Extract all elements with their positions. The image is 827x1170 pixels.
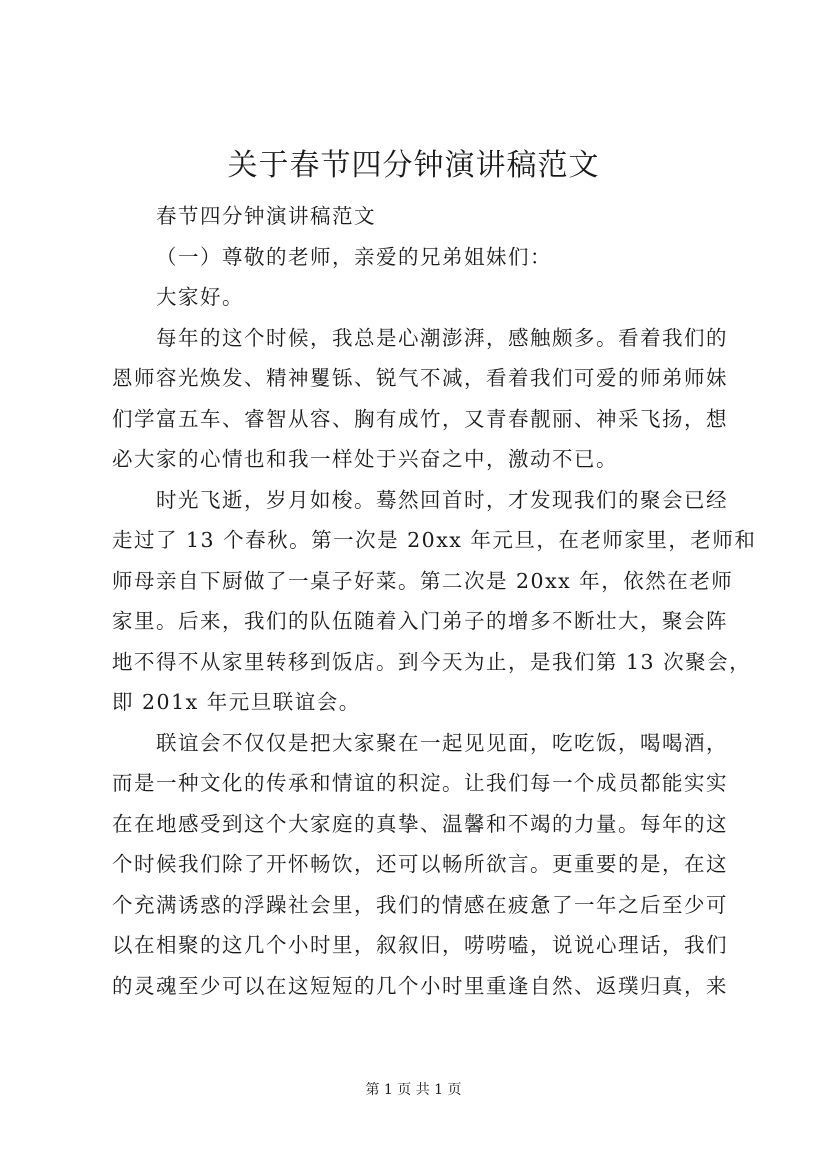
text-line: 大家好。	[156, 285, 244, 309]
text-line: 走过了 13 个春秋。第一次是 20xx 年元旦，在老师家里，老师和	[112, 528, 757, 552]
document-title: 关于春节四分钟演讲稿范文	[227, 148, 600, 183]
text-line: 个充满诱惑的浮躁社会里，我们的情感在疲惫了一年之后至少可	[112, 892, 728, 917]
text-line: 在在地感受到这个大家庭的真挚、温馨和不竭的力量。每年的这	[112, 811, 728, 836]
text-line: 家里。后来，我们的队伍随着入门弟子的增多不断壮大，聚会阵	[112, 609, 728, 633]
text-line: 以在相聚的这几个小时里，叙叙旧，唠唠嗑，说说心理话，我们	[112, 933, 728, 957]
text-line: （一）尊敬的老师，亲爱的兄弟姐妹们：	[156, 244, 552, 269]
text-line: 个时候我们除了开怀畅饮，还可以畅所欲言。更重要的是，在这	[112, 852, 728, 876]
text-line: 的灵魂至少可以在这短短的几个小时里重逢自然、返璞归真，来	[112, 973, 728, 998]
text-line: 而是一种文化的传承和情谊的积淀。让我们每一个成员都能实实	[112, 771, 728, 795]
document-body	[112, 196, 757, 1006]
text-line: 地不得不从家里转移到饭店。到今天为止，是我们第 13 次聚会，	[112, 649, 752, 674]
text-line: 春节四分钟演讲稿范文	[156, 204, 376, 228]
page-footer: 第 1 页 共 1 页	[365, 1082, 462, 1098]
text-line: 必大家的心情也和我一样处于兴奋之中，激动不已。	[112, 447, 618, 471]
text-line: 师母亲自下厨做了一桌子好菜。第二次是 20xx 年，依然在老师	[112, 568, 734, 593]
text-line: 们学富五车、睿智从容、胸有成竹，又青春靓丽、神采飞扬，想	[112, 406, 728, 431]
text-line: 恩师容光焕发、精神矍铄、锐气不减，看着我们可爱的师弟师妹	[112, 366, 728, 390]
text-line: 时光飞逝，岁月如梭。蓦然回首时，才发现我们的聚会已经	[156, 487, 728, 512]
text-line: 每年的这个时候，我总是心潮澎湃，感触颇多。看着我们的	[156, 325, 728, 350]
text-line: 联谊会不仅仅是把大家聚在一起见见面，吃吃饭，喝喝酒，	[156, 730, 728, 755]
text-line: 即 201x 年元旦联谊会。	[112, 690, 361, 714]
